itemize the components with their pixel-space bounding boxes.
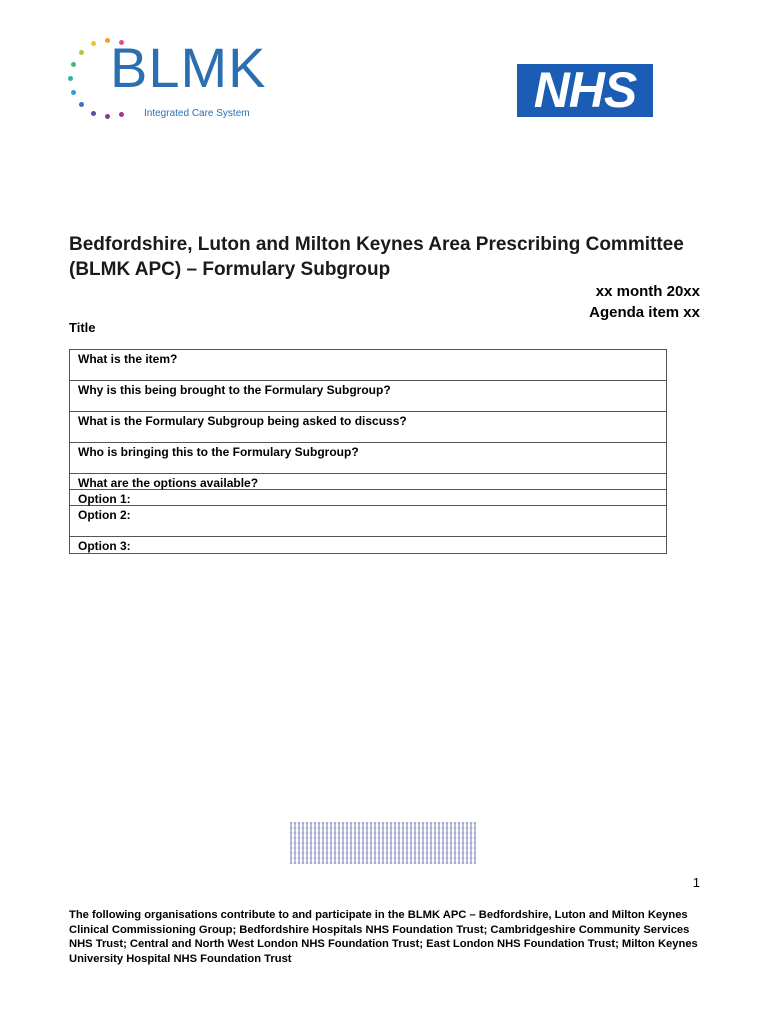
logo-dot	[79, 50, 84, 55]
logo-dot	[105, 38, 110, 43]
logo-dot	[105, 114, 110, 119]
page-number: 1	[692, 875, 700, 890]
logo-dot	[71, 90, 76, 95]
table-row[interactable]: Option 3:	[78, 539, 131, 553]
section-title: Title	[69, 320, 96, 335]
logo-dot	[68, 76, 73, 81]
blmk-logo	[66, 28, 286, 128]
scanned-stamp-image	[290, 822, 476, 864]
logo-tagline: Integrated Care System	[144, 108, 250, 119]
table-row[interactable]: What are the options available?	[70, 474, 666, 490]
logo-dot	[91, 41, 96, 46]
nhs-logo: NHS	[517, 64, 653, 117]
meeting-date: xx month 20xx	[595, 283, 700, 300]
table-row[interactable]: Why is this being brought to the Formulary Subgroup?	[70, 381, 666, 412]
logo-wordmark: BLMK	[110, 36, 267, 99]
document-title: Bedfordshire, Luton and Milton Keynes Area Prescribing Committee (BLMK APC) – Formulary Subgroup	[69, 234, 684, 280]
table-row[interactable]: What is the item?	[70, 350, 666, 381]
logo-dot	[119, 112, 124, 117]
table-row[interactable]: Option 1:	[70, 490, 666, 506]
agenda-item-number: Agenda item xx	[589, 304, 700, 321]
agenda-form-table	[69, 349, 667, 554]
logo-dot	[79, 102, 84, 107]
table-row[interactable]: Who is bringing this to the Formulary Subgroup?	[70, 443, 666, 474]
logo-dot	[91, 111, 96, 116]
footer-organisations: The following organisations contribute to and participate in the BLMK APC – Bedfordshire, Luton and Milton Keynes Clinical Commissioning Group; Bedfordshire Hospitals NHS Foundation Trust; Cambridgeshire Community Services NHS Trust; Central and North West London NHS Foundation Trust; East London NHS Foundation Trust; Milton Keynes University Hospital NHS Foundation Trust	[69, 909, 698, 965]
logo-dot	[71, 62, 76, 67]
table-row[interactable]: What is the Formulary Subgroup being asked to discuss?	[70, 412, 666, 443]
table-row[interactable]: Option 2:	[70, 506, 666, 537]
